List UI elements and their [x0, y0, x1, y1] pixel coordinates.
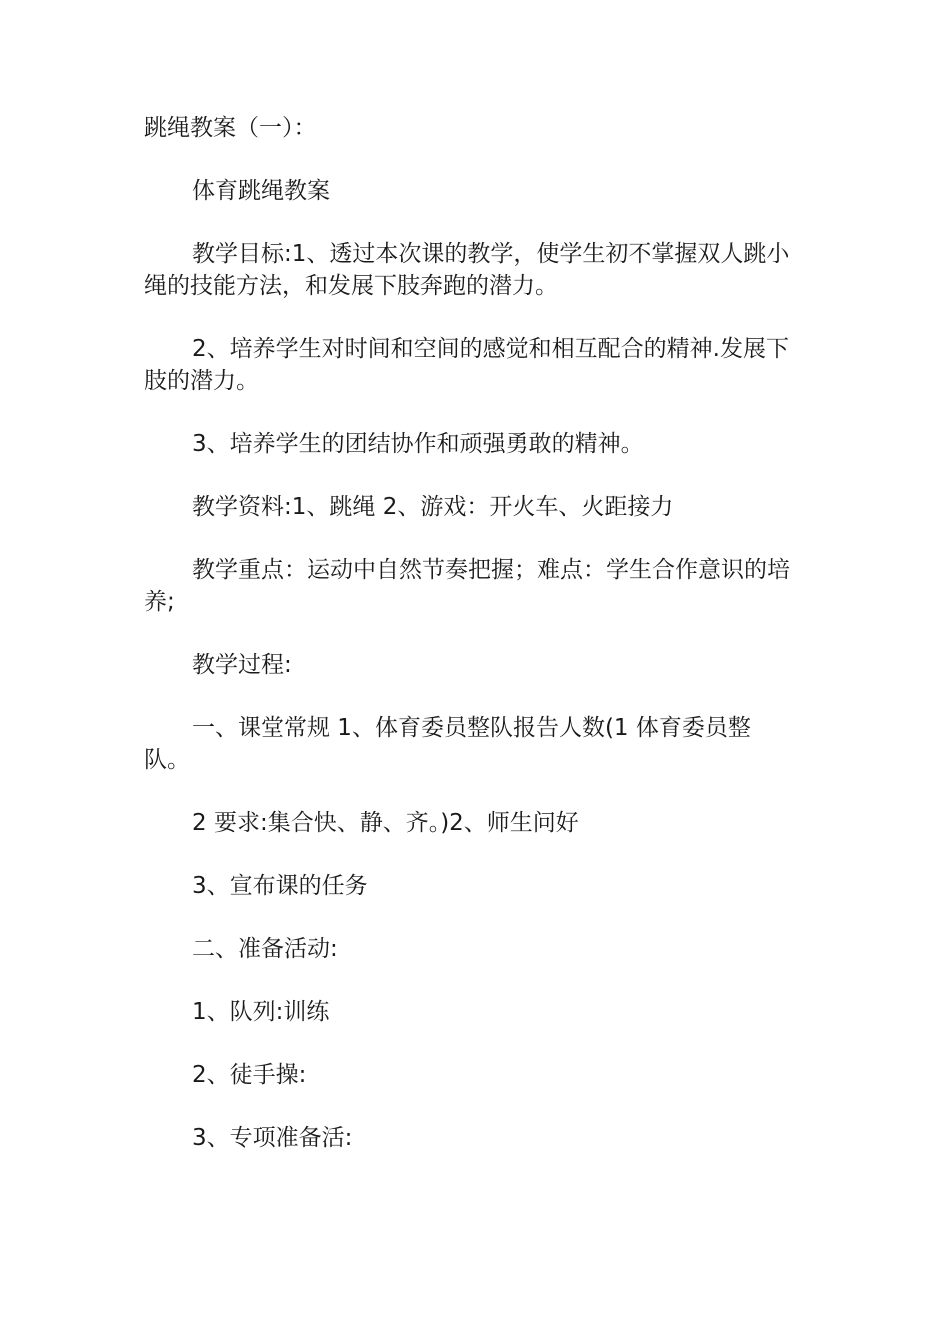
paragraph-teaching-materials: 教学资料:1、跳绳 2、游戏：开火车、火距接力 [192, 494, 674, 520]
paragraph-freehand-exercise: 2、徒手操: [192, 1062, 307, 1088]
paragraph-subtitle: 体育跳绳教案 [192, 178, 330, 204]
paragraph-special-warmup: 3、专项准备活: [192, 1125, 353, 1151]
paragraph-teaching-goal-3: 3、培养学生的团结协作和顽强勇敢的精神。 [192, 431, 644, 457]
document-body [144, 112, 794, 1185]
paragraph-announce-task: 3、宣布课的任务 [192, 873, 368, 899]
paragraph-class-routine: 一、课堂常规 1、体育委员整队报告人数(1 体育委员整队。 [144, 715, 751, 773]
paragraph-formation-training: 1、队列:训练 [192, 999, 330, 1025]
paragraph-requirements: 2 要求:集合快、静、齐。)2、师生问好 [192, 810, 579, 836]
paragraph-teaching-goal-2: 2、培养学生对时间和空间的感觉和相互配合的精神.发展下肢的潜力。 [144, 336, 789, 394]
paragraph-process-heading: 教学过程: [192, 652, 292, 678]
paragraph-warmup-heading: 二、准备活动: [192, 936, 338, 962]
paragraph-teaching-goal-1: 教学目标:1、透过本次课的教学，使学生初不掌握双人跳小绳的技能方法，和发展下肢奔跑的潜力。 [144, 241, 790, 299]
paragraph-key-points: 教学重点：运动中自然节奏把握；难点：学生合作意识的培养; [144, 557, 790, 615]
document-title: 跳绳教案（一）： [144, 115, 317, 141]
